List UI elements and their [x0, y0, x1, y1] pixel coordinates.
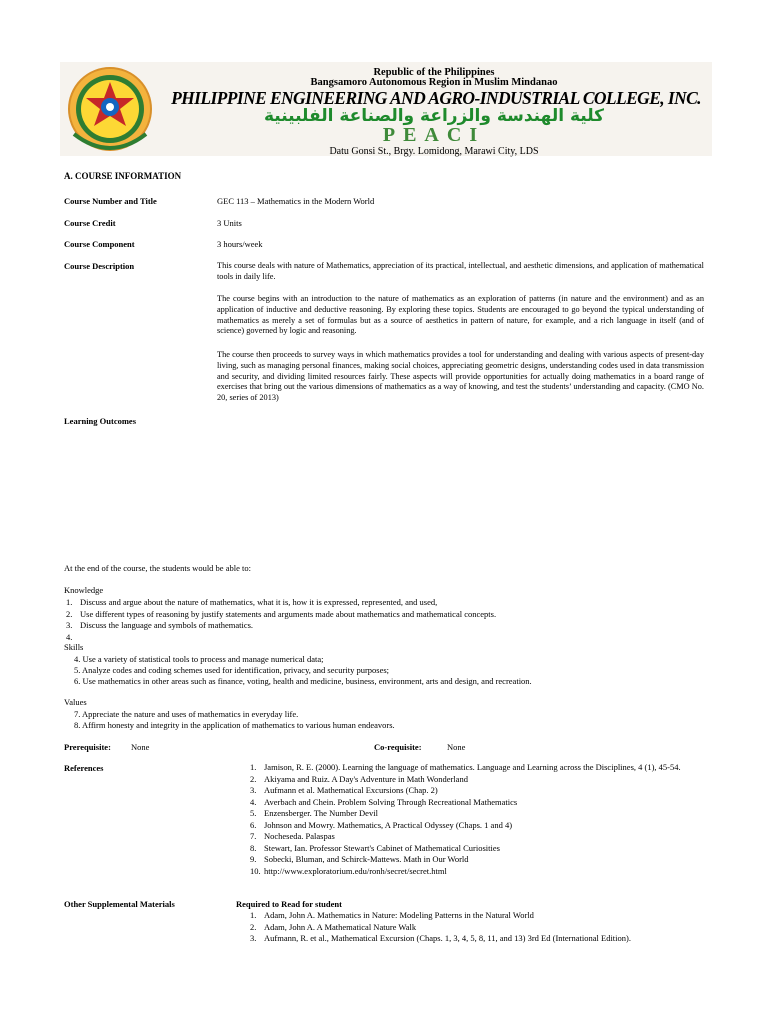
college-name: PHILIPPINE ENGINEERING AND AGRO-INDUSTRIAL COLLEGE, INC.: [171, 88, 701, 108]
college-name-arabic: كلية الهندسة والزراعة والصناعة الفلبينية: [263, 106, 605, 126]
course-description-p3: The course then proceeds to survey ways in which mathematics provides a tool for understanding and dealing with various aspects of present-day living, such as managing personal finances, making social choices, appreciating geometric designs, understanding codes used in data transmission and security, and dividing limited resources fairly. These aspects will provide opportunities for actually doing mathematics in a board range of exercises that bring out the various dimensions of mathematics as a way of knowing, and test the students’ understanding and capacity. (CMO No. 20, series of 2013): [217, 350, 704, 403]
list-item: 3. Aufmann et al. Mathematical Excursions (Chap. 2): [250, 785, 438, 795]
course-credit-value: 3 Units: [217, 218, 242, 228]
course-credit-label: Course Credit: [64, 218, 116, 228]
references-label: References: [64, 763, 104, 773]
list-item: 7. Nocheseda. Palaspas: [250, 831, 335, 841]
list-item: 3. Discuss the language and symbols of mathematics.: [66, 620, 254, 630]
outcomes-intro: At the end of the course, the students would be able to:: [64, 563, 251, 573]
region-line: Bangsamoro Autonomous Region in Muslim Mindanao: [310, 77, 558, 88]
course-number-value: GEC 113 – Mathematics in the Modern World: [217, 196, 375, 206]
values-item: 8. Affirm honesty and integrity in the application of mathematics to various human endeavors.: [74, 720, 395, 730]
supplemental-label: Other Supplemental Materials: [64, 899, 175, 909]
list-item: 2. Adam, John A. A Mathematical Nature Walk: [250, 921, 417, 932]
college-acronym: PEACI: [382, 124, 486, 146]
learning-outcomes-label: Learning Outcomes: [64, 416, 137, 426]
list-item: 4.: [66, 631, 73, 642]
values-label: Values: [64, 697, 87, 707]
course-component-value: 3 hours/week: [217, 239, 263, 249]
course-description-label: Course Description: [64, 261, 135, 271]
course-component-label: Course Component: [64, 239, 135, 249]
list-item: 2. Use different types of reasoning by justify statements and arguments made about mathematics and mathematical concepts.: [66, 608, 497, 619]
list-item: 9. Sobecki, Bluman, and Schirck-Mattews. Math in Our World: [250, 854, 469, 864]
list-item: 10. http://www.exploratorium.edu/ronh/secret/secret.html: [250, 865, 447, 876]
corequisite-value: None: [447, 742, 466, 752]
skills-item: 6. Use mathematics in other areas such as finance, voting, health and medicine, business, environment, arts and design, and recreation.: [74, 676, 532, 686]
references-list: [250, 762, 710, 877]
college-seal-icon: [64, 64, 156, 154]
list-item: 5. Enzensberger. The Number Devil: [250, 808, 378, 818]
list-item: 4. Averbach and Chein. Problem Solving Through Recreational Mathematics: [250, 796, 518, 807]
letterhead: [60, 62, 712, 156]
list-item: 1. Jamison, R. E. (2000). Learning the language of mathematics. Language and Learning across the Disciplines, 4 (1), 45-54.: [250, 762, 681, 772]
republic-line: Republic of the Philippines: [373, 67, 495, 78]
knowledge-label: Knowledge: [64, 585, 104, 595]
course-description-p1: This course deals with nature of Mathematics, appreciation of its practical, intellectual, and aesthetic dimensions, and application of mathematical tools in daily life.: [217, 261, 704, 281]
values-item: 7. Appreciate the nature and uses of mathematics in everyday life.: [74, 709, 299, 719]
skills-label: Skills: [64, 642, 84, 652]
required-reading-label: Required to Read for student: [236, 899, 342, 909]
prerequisite-label: Prerequisite:: [64, 742, 111, 752]
list-item: 1. Discuss and argue about the nature of mathematics, what it is, how it is expressed, represented, and used,: [66, 597, 438, 607]
list-item: 3. Aufmann, R. et al., Mathematical Excursion (Chaps. 1, 3, 4, 5, 8, 11, and 13) 3rd Ed (International Edition).: [250, 933, 631, 943]
list-item: 2. Akiyama and Ruiz. A Day's Adventure in Math Wonderland: [250, 773, 468, 784]
corequisite-label: Co-requisite:: [374, 742, 422, 752]
list-item: 6. Johnson and Mowry. Mathematics, A Practical Odyssey (Chaps. 1 and 4): [250, 819, 513, 830]
skills-item: 5. Analyze codes and coding schemes used for identification, privacy, and security purposes;: [74, 665, 390, 675]
course-number-label: Course Number and Title: [64, 196, 157, 206]
college-address: Datu Gonsi St., Brgy. Lomidong, Marawi City, LDS: [329, 146, 539, 157]
supplemental-list: [250, 910, 710, 945]
knowledge-list: [66, 597, 496, 643]
list-item: 8. Stewart, Ian. Professor Stewart's Cabinet of Mathematical Curiosities: [250, 842, 500, 853]
section-title: A. COURSE INFORMATION: [64, 171, 182, 181]
list-item: 1. Adam, John A. Mathematics in Nature: Modeling Patterns in the Natural World: [250, 910, 534, 920]
prerequisite-value: None: [131, 742, 150, 752]
skills-item: 4. Use a variety of statistical tools to process and manage numerical data;: [74, 654, 324, 664]
course-description-p2: The course begins with an introduction to the nature of mathematics as an exploration of patterns (in nature and the environment) and as an application of inductive and deductive reasoning. By exploring these topics. Students are encouraged to go beyond the typical understanding of mathematics as merely a set of formulas but as a source of aesthetics in pattern of nature, for example, and a rich language in itself (and of science) governed by logic and reasoning.: [217, 294, 704, 336]
